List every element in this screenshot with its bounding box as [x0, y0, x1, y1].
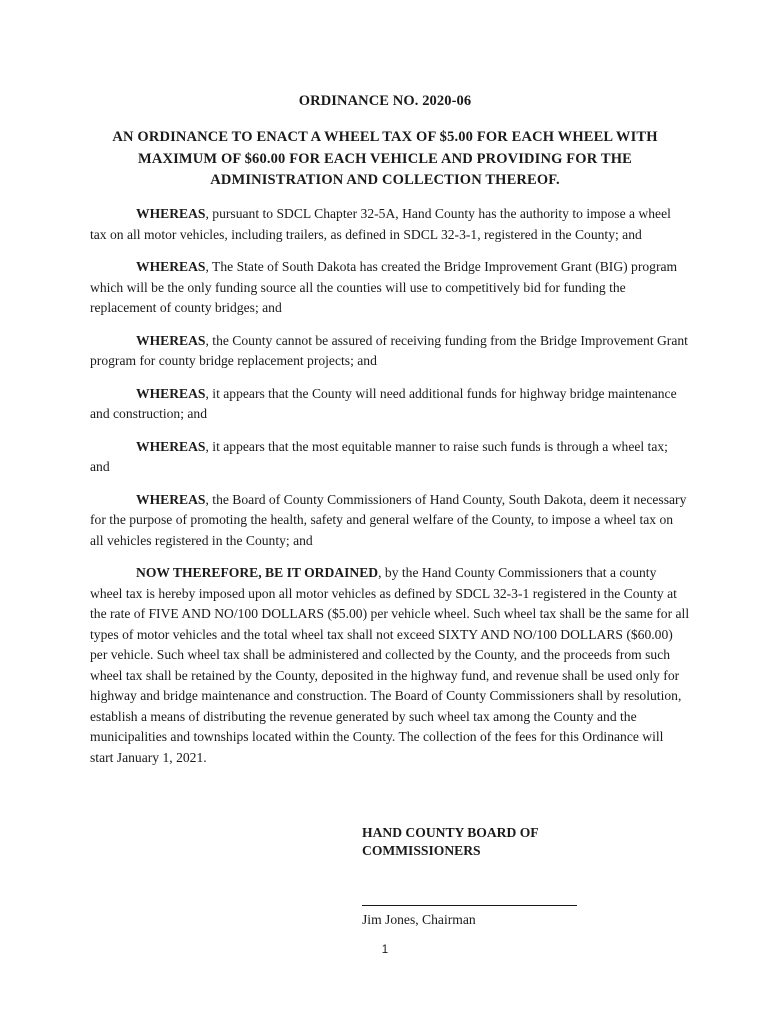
paragraph-lead: WHEREAS — [136, 491, 206, 507]
whereas-paragraph-4 — [90, 384, 690, 425]
ordained-paragraph — [90, 563, 690, 768]
paragraph-lead: WHEREAS — [136, 438, 206, 454]
paragraph-text: , pursuant to SDCL Chapter 32-5A, Hand County has the authority to impose a wheel tax on all motor vehicles, including trailers, as defined in SDCL 32-3-1, registered in the County; and — [90, 206, 671, 242]
paragraph-lead: WHEREAS — [136, 332, 206, 348]
paragraph-text: , the Board of County Commissioners of Hand County, South Dakota, deem it necessary for the purpose of promoting the health, safety and general welfare of the County, to impose a wheel tax on all vehicles registered in the County; and — [90, 491, 687, 548]
ordinance-number: ORDINANCE NO. 2020-06 — [298, 93, 472, 109]
page-number: 1 — [381, 944, 389, 956]
board-name: HAND COUNTY BOARD OF COMMISSIONERS — [362, 825, 539, 858]
whereas-paragraph-5 — [90, 437, 690, 478]
paragraph-text: , by the Hand County Commissioners that a county wheel tax is hereby imposed upon all motor vehicles as defined by SDCL 32-3-1 registered in the County at the rate of FIVE AND NO/100 DOLLARS ($5.00) per vehicle wheel. Such wheel tax shall be the same for all types of motor vehicles and the total wheel tax shall not exceed SIXTY AND NO/100 DOLLARS ($60.00) per vehicle. Such wheel tax shall be administered and collected by the County, and the proceeds from such wheel tax shall be retained by the County, deposited in the highway fund, and revenue shall be used only for highway and bridge maintenance and construction. The Board of County Commissioners shall by resolution, establish a means of distributing the revenue generated by such wheel tax among the County and the municipalities and townships located within the County. The collection of the fees for this Ordinance will start January 1, 2021. — [90, 565, 690, 765]
paragraph-lead: WHEREAS — [136, 259, 206, 274]
ordinance-body — [90, 204, 690, 780]
paragraph-text: , the County cannot be assured of receiving funding from the Bridge Improvement Grant program for county bridge replacement projects; and — [90, 332, 688, 368]
paragraph-lead: WHEREAS — [136, 206, 206, 221]
paragraph-text: , The State of South Dakota has created the Bridge Improvement Grant (BIG) program which will be the only funding source all the counties will use to competitively bid for funding the replacement of county bridges; and — [90, 259, 678, 315]
paragraph-text: , it appears that the most equitable manner to raise such funds is through a wheel tax; and — [90, 438, 668, 474]
paragraph-lead: NOW THEREFORE, BE IT ORDAINED — [136, 565, 379, 580]
whereas-paragraph-3 — [90, 331, 690, 372]
whereas-paragraph-2 — [90, 257, 690, 319]
signature-line — [362, 905, 577, 906]
paragraph-text: , it appears that the County will need additional funds for highway bridge maintenance and construction; and — [90, 385, 677, 421]
paragraph-lead: WHEREAS — [136, 385, 206, 401]
whereas-paragraph-6 — [90, 490, 690, 552]
ordinance-title: AN ORDINANCE TO ENACT A WHEEL TAX OF $5.00 FOR EACH WHEEL WITH MAXIMUM OF $60.00 FOR EACH VEHICLE AND PROVIDING FOR THE ADMINISTRATION AND COLLECTION THEREOF. — [112, 129, 658, 188]
signer-name: Jim Jones, Chairman — [362, 912, 476, 927]
signature-block — [362, 824, 682, 927]
whereas-paragraph-1 — [90, 204, 690, 245]
